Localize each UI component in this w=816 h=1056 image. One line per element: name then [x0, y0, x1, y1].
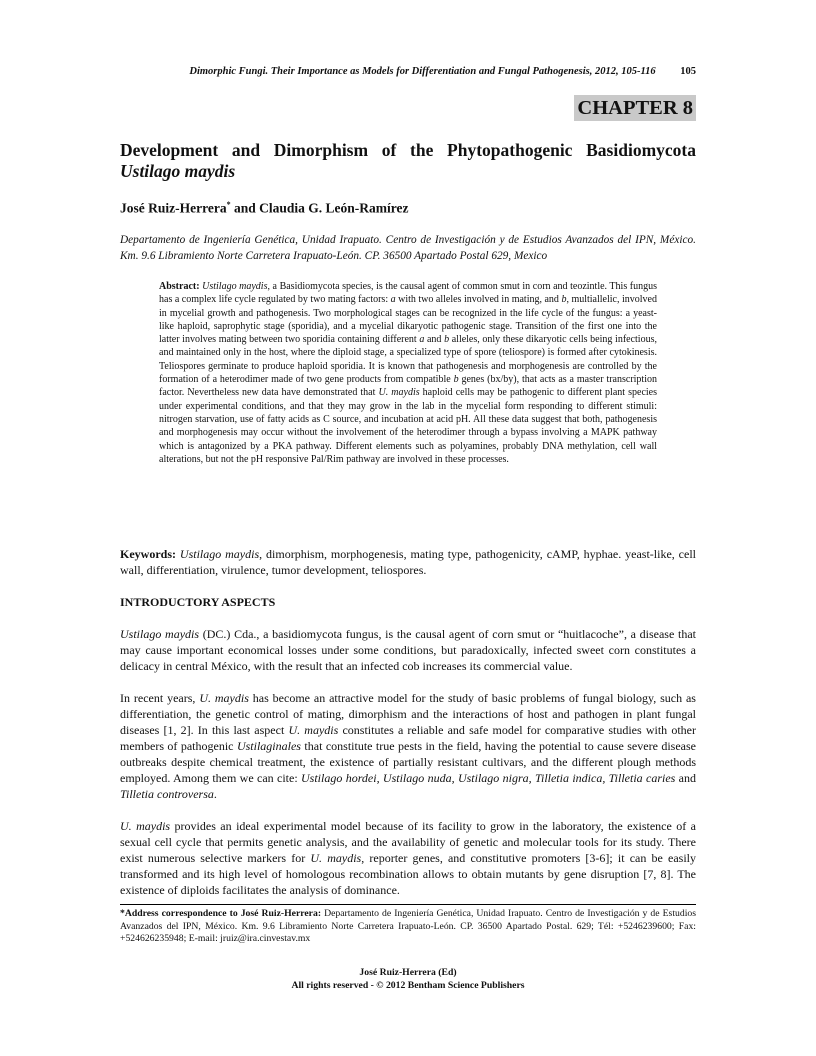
paragraph-italic: U. maydis [310, 851, 362, 865]
footnote-label: *Address correspondence to José Ruiz-Herrera: [120, 908, 322, 919]
keywords-list: , dimorphism, morphogenesis, mating type, pathogenicity, cAMP, hyphae. yeast-like, cell wall, differentiation, virulence, tumor development, teliospores. [120, 547, 697, 577]
page-footer [120, 966, 696, 992]
abstract-text: alleles, only these dikaryotic cells being infectious, and maintained only in the host, where the diploid stage, a specialized type of spore (teliospore) is formed after cytokinesis. Teliospores germinate to produce haploid sporidia. It is known that pathogenesis and morphogenesis are controlled by the formation of a heterodimer made of two gene products from compatible [159, 334, 657, 386]
abstract-italic: a [419, 334, 425, 346]
footnote-text: Departamento de Ingeniería Genética, Unidad Irapuato. Centro de Investigación y de Estudios Avanzados del IPN, México. Km. 9.6 Libramiento Norte Carretera Irapuato-León. CP. 36500 Apartado Postal. 629; Tél: +5246239600; Fax: +524626235948; E-mail: jruiz@ira.cinvestav.mx [120, 908, 696, 944]
title-main: Development and Dimorphism of the Phytopathogenic Basidiomycota [120, 140, 696, 160]
abstract-text: genes (bx/by), that acts as a master transcription factor. Nevertheless new data have demonstrated that [159, 374, 657, 399]
abstract-text: , a Basidiomycota species, is the causal agent of common smut in corn and teozintle. This fungus has a complex life cycle regulated by two mating factors: [159, 281, 658, 306]
author-2: Claudia G. León-Ramírez [259, 200, 409, 216]
paragraph-2 [120, 690, 696, 802]
running-header [120, 66, 696, 77]
paragraph-text: provides an ideal experimental model because of its facility to grow in the laboratory, the existence of a sexual cell cycle that permits genetic analysis, and the availability of genetic and molecular tools for its study. There exist numerous selective markers for [120, 819, 696, 865]
author-connector: and [230, 200, 260, 216]
year-pages: 2012, 105-116 [594, 66, 656, 77]
paragraph-text: that constitute true pests in the field, having the potential to cause severe disease outbreaks despite chemical treatment, the existence of partially resistant cultivars, and the different plough methods employed. Among them we can cite: [120, 739, 696, 785]
keywords-label: Keywords: [120, 547, 176, 561]
abstract-label: Abstract: [159, 281, 200, 292]
paragraph-3 [120, 818, 696, 898]
paragraph-italic: Ustilago maydis [120, 627, 200, 641]
paragraph-text: (DC.) Cda., a basidiomycota fungus, is the causal agent of corn smut or “huitlacoche”, a disease that may cause important economical losses under some conditions, but paradoxically, infected sweet corn constitutes a delicacy in central México, with the result that an infected cob increases its commercial value. [120, 627, 696, 673]
keywords-species: Ustilago maydis [179, 547, 260, 561]
paper-title [120, 140, 696, 182]
paragraph-italic: U. maydis [288, 723, 339, 737]
title-species: Ustilago maydis [120, 161, 236, 181]
footer-editor: José Ruiz-Herrera (Ed) [359, 967, 457, 978]
chapter-label: CHAPTER 8 [574, 95, 696, 121]
paragraph-italic: Ustilago hordei, Ustilago nuda, Ustilago nigra, Tilletia indica, Tilletia caries [301, 771, 676, 785]
footnote [120, 908, 696, 946]
paragraph-text: . [213, 787, 217, 801]
paragraph-text: has become an attractive model for the study of basic problems of fungal biology, such as differentiation, the genetic control of mating, dimorphism and the interactions of host and pathogen in plant fungal diseases [1, 2]. In this last aspect [120, 691, 696, 737]
author-1: José Ruiz-Herrera [120, 200, 227, 216]
paragraph-text: constitutes a reliable and safe model for comparative studies with other members of pathogenic [120, 723, 696, 753]
abstract-italic: Ustilago maydis [202, 281, 268, 292]
abstract-text: , multiallelic, involved in mycelial growth and pathogenesis. Two morphological stages can be recognized in the life cycle of the fungus: a yeast-like haploid, saprophytic stage (sporidia), and a mycelial dikaryotic pathogenic stage. Transition of the first one into the latter involves mating between two sporidia containing different [159, 294, 657, 346]
affiliation: Departamento de Ingeniería Genética, Unidad Irapuato. Centro de Investigación y de Estudios Avanzados del IPN, México. Km. 9.6 Libramiento Norte Carretera Irapuato-León. CP. 36500 Apartado Postal 629, Mexico [120, 234, 696, 262]
abstract-text: haploid cells may be pathogenic to different plant species under experimental conditions, and that they may grow in the lab in the mycelial form responding to different stimuli: nitrogen starvation, use of fatty acids as C source, and incubation at acid pH. All these data suggest that both, pathogenesis and morphogenesis may occur without the involvement of the heterodimer through a bypass involving a MAPK pathway which is antagonized by a PKA pathway. Different elements such as polyamines, probably DNA methylation, cell wall alterations, but not the pH responsive Pal/Rim pathway are involved in these processes. [159, 387, 657, 465]
paragraph-text: In recent years, [120, 691, 200, 705]
abstract-text: with two alleles involved in mating, and [395, 294, 562, 306]
abstract [159, 280, 657, 466]
paragraph-italic: U. maydis [199, 691, 249, 705]
abstract-italic: U. maydis [378, 387, 420, 399]
authors [120, 200, 696, 217]
section-heading: INTRODUCTORY ASPECTS [120, 595, 276, 609]
footnote-divider [120, 904, 696, 905]
keywords [120, 546, 696, 578]
paragraph-text: and [675, 771, 697, 785]
abstract-italic: b [453, 374, 459, 386]
page-number: 105 [680, 66, 696, 77]
abstract-text: and [424, 334, 445, 346]
paragraph-1 [120, 626, 696, 674]
paragraph-italic: U. maydis [120, 819, 171, 833]
paragraph-italic: Tilletia controversa [120, 787, 214, 801]
footer-rights: All rights reserved - © 2012 Bentham Science Publishers [291, 980, 525, 991]
paragraph-text: , reporter genes, and constitutive promoters [3-6]; it can be easily transformed and its high level of homologous recombination allows to obtain mutants by gene disruption [7, 8]. The existence of diploids facilitates the analysis of dominance. [120, 851, 697, 897]
paragraph-italic: Ustilaginales [236, 739, 301, 753]
journal-title: Dimorphic Fungi. Their Importance as Models for Differentiation and Fungal Pathogenesis, [189, 66, 593, 77]
abstract-italic: a [390, 294, 396, 306]
abstract-italic: b [561, 294, 567, 306]
corresponding-marker: * [226, 200, 231, 209]
abstract-italic: b [444, 334, 450, 346]
